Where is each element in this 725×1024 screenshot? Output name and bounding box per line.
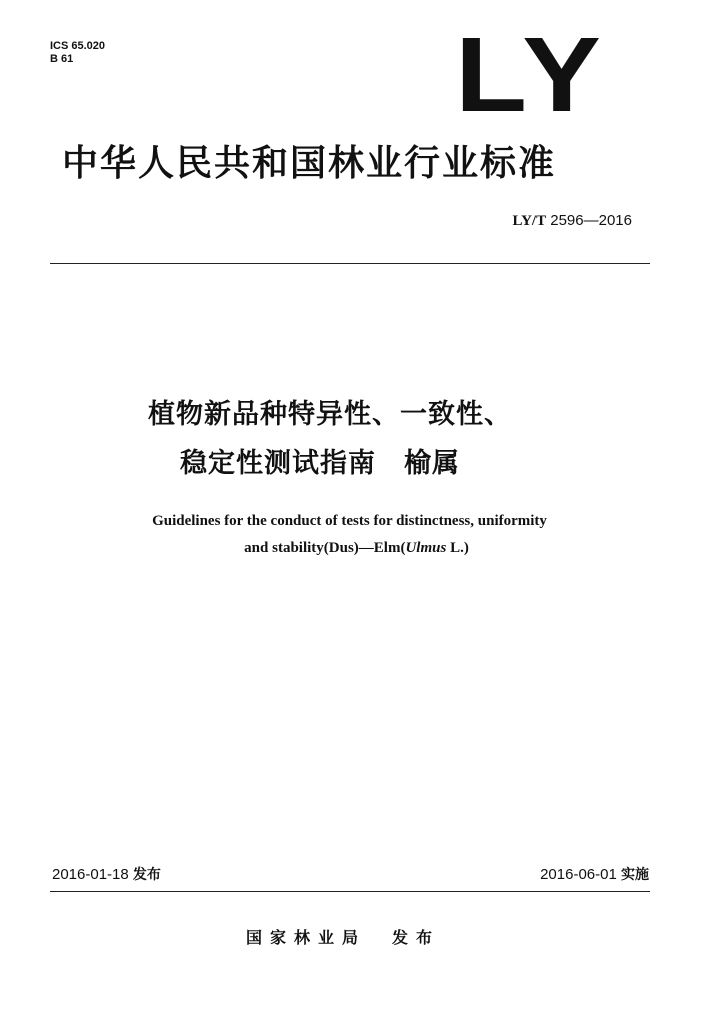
- chinese-title-line-2: 稳定性测试指南 榆属: [180, 448, 460, 479]
- header-divider: [50, 263, 650, 264]
- chinese-title-line-1: 植物新品种特异性、一致性、: [148, 399, 512, 430]
- issue-date: [52, 866, 161, 884]
- implement-date: [540, 866, 649, 884]
- implement-date-label: 实施: [621, 867, 649, 883]
- ccs-code: B 61: [50, 53, 74, 65]
- publisher: [246, 928, 440, 948]
- footer-divider: [50, 891, 650, 892]
- english-title-line-2: [0, 538, 719, 558]
- english-title-genus: Ulmus: [405, 540, 447, 556]
- standard-type-title: 中华人民共和国林业行业标准: [62, 143, 557, 184]
- implement-date-value: 2016-06-01: [540, 866, 617, 883]
- english-title-line-2-pre: and stability(Dus)—Elm(: [244, 540, 406, 556]
- issue-date-label: 发布: [132, 867, 161, 883]
- standard-code-number: 2596—2016: [550, 212, 632, 229]
- english-title-line-1: Guidelines for the conduct of tests for distinctness, uniformity: [152, 513, 547, 529]
- classification-codes: [50, 40, 105, 66]
- ly-logo: LY: [455, 15, 607, 135]
- issue-date-value: 2016-01-18: [52, 866, 129, 883]
- ics-code: ICS 65.020: [50, 40, 106, 52]
- english-title-line-2-post: L.): [446, 540, 469, 556]
- standard-code: [512, 212, 632, 230]
- publisher-name: 国家林业局: [246, 928, 367, 947]
- standard-code-prefix: LY/T: [512, 213, 547, 229]
- publisher-action: 发布: [392, 928, 441, 947]
